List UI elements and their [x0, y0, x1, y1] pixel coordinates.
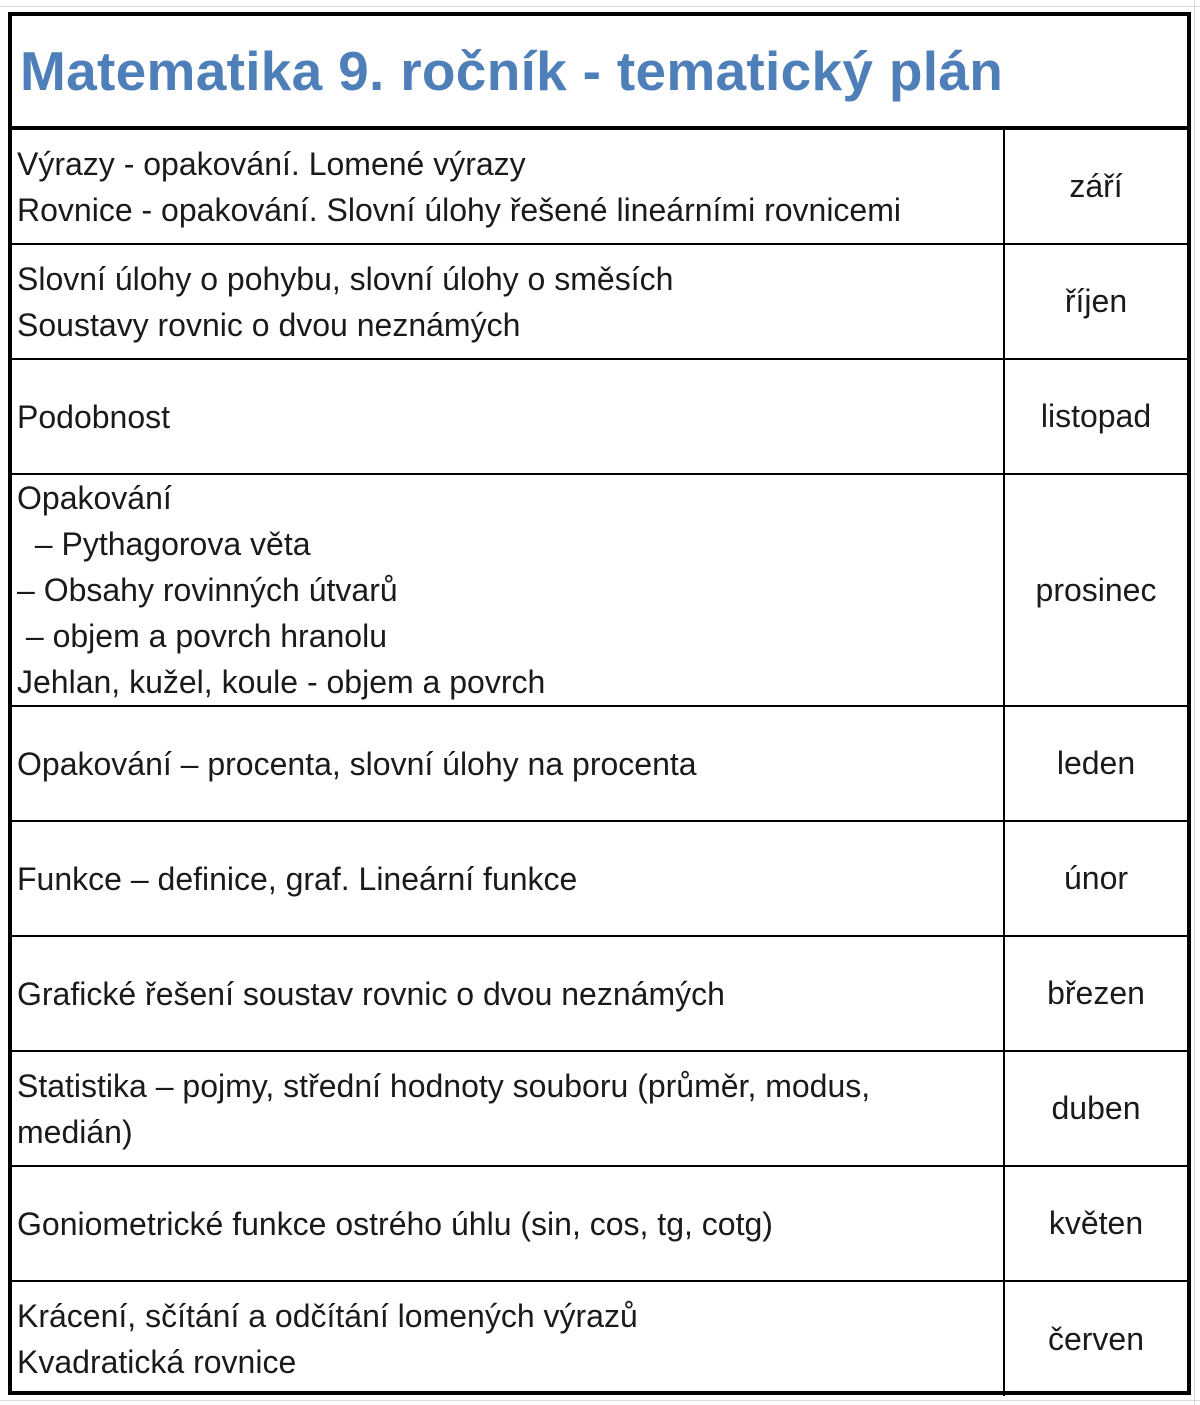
month-cell[interactable]: listopad: [1040, 398, 1152, 434]
topic-line: Krácení, sčítání a odčítání lomených výrazů: [17, 1298, 638, 1334]
topic-line: – Obsahy rovinných útvarů: [17, 572, 398, 608]
topic-line: medián): [17, 1113, 133, 1150]
plan-row: [12, 1282, 1187, 1396]
topic-line: Slovní úlohy o pohybu, slovní úlohy o směsích: [17, 260, 674, 297]
month-cell[interactable]: duben: [1051, 1090, 1141, 1126]
topic-line: – objem a povrch hranolu: [17, 618, 387, 654]
title-row: [12, 16, 1187, 130]
plan-row: [12, 1052, 1187, 1167]
topic-cell[interactable]: [12, 360, 1005, 473]
topic-line: Rovnice - opakování. Slovní úlohy řešené lineárními rovnicemi: [17, 191, 901, 228]
month-cell[interactable]: květen: [1048, 1205, 1144, 1241]
plan-table: [8, 12, 1191, 1395]
month-cell[interactable]: červen: [1047, 1320, 1145, 1357]
topic-cell[interactable]: [12, 1052, 1005, 1165]
topic-line: Opakování: [17, 480, 172, 516]
topic-line: Funkce – definice, graf. Lineární funkce: [17, 860, 578, 897]
month-cell[interactable]: září: [1069, 168, 1123, 204]
month-cell[interactable]: říjen: [1064, 283, 1128, 319]
topic-cell[interactable]: [12, 937, 1005, 1050]
month-cell[interactable]: březen: [1047, 975, 1145, 1011]
grid-line: [0, 1400, 1200, 1401]
month-cell[interactable]: leden: [1056, 745, 1136, 781]
plan-row: [12, 707, 1187, 822]
topic-line: Goniometrické funkce ostrého úhlu (sin, cos, tg, cotg): [17, 1205, 773, 1242]
topic-line: Kvadratická rovnice: [17, 1344, 297, 1380]
plan-row: [12, 360, 1187, 475]
topic-cell[interactable]: [12, 475, 1005, 705]
topic-cell[interactable]: [12, 822, 1005, 935]
topic-cell[interactable]: [12, 130, 1005, 243]
grid-line: [0, 6, 1200, 7]
page-title: Matematika 9. ročník - tematický plán: [20, 40, 1004, 102]
topic-line: Jehlan, kužel, koule - objem a povrch: [17, 664, 546, 700]
topic-cell[interactable]: [12, 245, 1005, 358]
plan-row: [12, 822, 1187, 937]
topic-cell[interactable]: [12, 707, 1005, 820]
topic-line: Výrazy - opakování. Lomené výrazy: [17, 145, 526, 182]
topic-cell[interactable]: [12, 1282, 1005, 1396]
topic-line: Soustavy rovnic o dvou neznámých: [17, 306, 521, 343]
topic-line: Grafické řešení soustav rovnic o dvou neznámých: [17, 975, 725, 1012]
plan-row: [12, 475, 1187, 707]
topic-line: – Pythagorova věta: [17, 526, 311, 562]
plan-row: [12, 1167, 1187, 1282]
plan-row: [12, 130, 1187, 245]
month-cell[interactable]: únor: [1063, 860, 1129, 896]
plan-row: [12, 245, 1187, 360]
grid-line: [1194, 0, 1195, 1405]
topic-line: Podobnost: [17, 398, 171, 435]
plan-row: [12, 937, 1187, 1052]
topic-line: Statistika – pojmy, střední hodnoty souboru (průměr, modus,: [17, 1067, 871, 1104]
plan-rows: [12, 130, 1187, 1396]
topic-cell[interactable]: [12, 1167, 1005, 1280]
topic-line: Opakování – procenta, slovní úlohy na procenta: [17, 745, 697, 782]
month-cell[interactable]: prosinec: [1035, 571, 1157, 608]
